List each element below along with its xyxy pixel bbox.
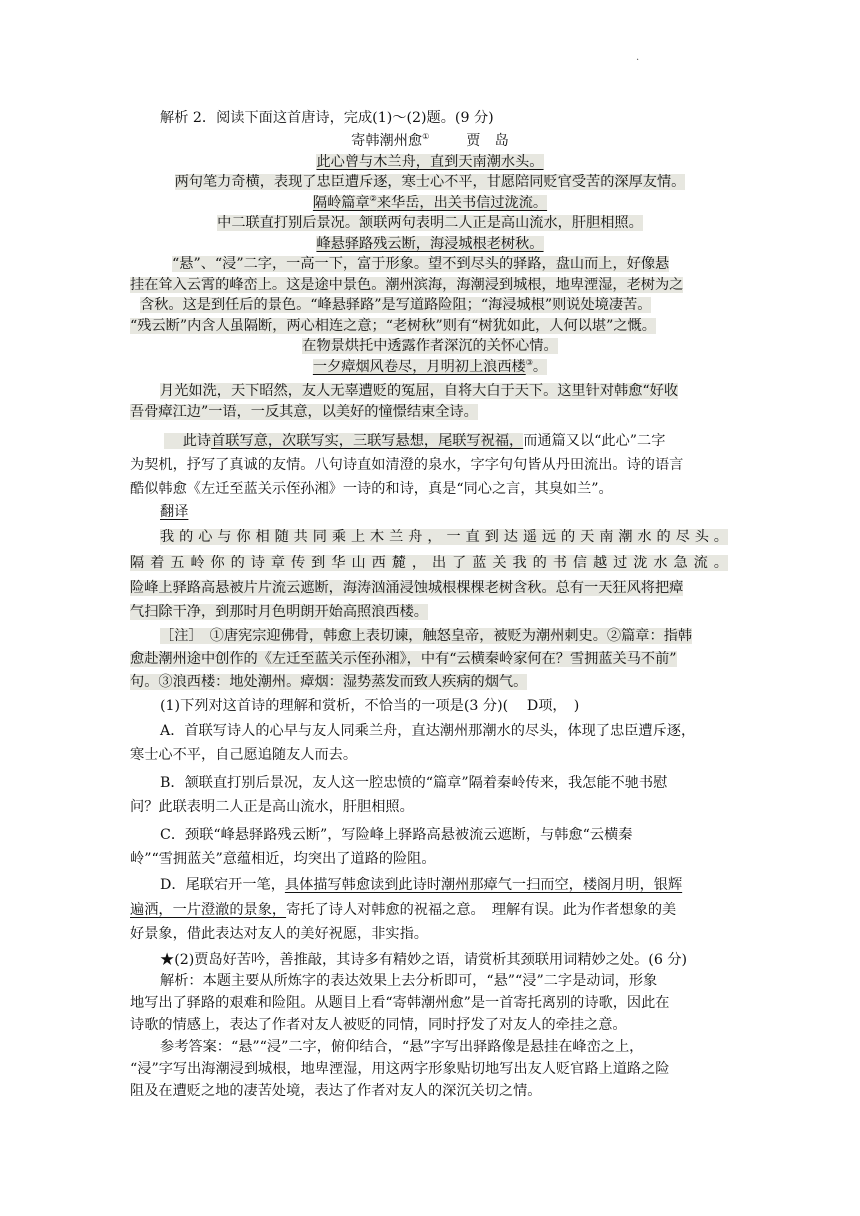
q1-option-d-line — [160, 875, 760, 896]
q1-option-a-line: 寒士心不平，自己愿追随友人而去。 — [130, 747, 358, 763]
poem-note-3-line — [130, 275, 728, 296]
translation-line — [130, 553, 728, 574]
poem-line-4b: 。 — [532, 359, 548, 375]
question-header: 解析 2．阅读下面这首唐诗，完成(1)～(2)题。(9 分) — [160, 110, 494, 126]
translation-line — [130, 578, 730, 599]
poem-note-1-text: 两句笔力奇横，表现了忠臣遭斥逐，寒士心不平，甘愿陪同贬官受苦的深厚友情。 — [174, 174, 686, 190]
poem-line-1-text: 此心曾与木兰舟，直到天南潮水头。 — [316, 154, 544, 170]
poem-note-2-text: 中二联直打别后景况。颔联两句表明二人正是高山流水，肝胆相照。 — [217, 215, 643, 231]
q2-answer-line: 阻及在遭贬之地的凄苦处境，表达了作者对友人的深沉关切之情。 — [130, 1083, 542, 1099]
analysis-p1-text: 吾骨瘴江边”一语，一反其意，以美好的憧憬结束全诗。 — [130, 404, 478, 420]
poem-title-text: 寄韩潮州愈 — [351, 133, 423, 149]
q1-option-d-lead: D．尾联宕开一笔， — [160, 877, 285, 893]
translation-text: 隔着五岭你的诗章传到华山西麓，出了蓝关我的书信越过泷水急流。 — [130, 555, 728, 571]
q2-analysis-line: 诗歌的情感上，表达了作者对友人被贬的同情，同时抒发了对友人的牵挂之意。 — [130, 1017, 627, 1033]
poem-line-1 — [130, 152, 730, 173]
q1-option-a-line: A．首联写诗人的心早与友人同乘兰舟，直达潮州那潮水的尽头，体现了忠臣遭斥逐， — [160, 723, 696, 739]
q2-analysis-line: 解析：本题主要从所炼字的表达效果上去分析即可，“悬”“浸”二字是动词，形象 — [160, 973, 658, 989]
translation-text: 险峰上驿路高悬被片片流云遮断，海涛汹涌浸蚀城根棵棵老树含秋。总有一天狂风将把瘴 — [130, 580, 684, 596]
notes-line — [130, 649, 730, 670]
analysis-p2-line: 为契机，抒写了真诚的友情。八句诗直如清澄的泉水，字字句句皆从丹田流出。诗的语言 — [130, 457, 684, 473]
q1-option-d-line: 好景象，借此表达对友人的美好祝愿，非实指。 — [130, 926, 428, 942]
q1-option-b-line: 问？此联表明二人正是高山流水，肝胆相照。 — [130, 799, 414, 815]
footnote-mark: ③ — [525, 358, 533, 367]
notes-text: ［注］ ①唐宪宗迎佛骨，韩愈上表切谏，触怒皇帝，被贬为潮州刺史。②篇章：指韩 — [160, 628, 693, 644]
translation-line — [130, 602, 730, 623]
poem-note-3-line — [172, 254, 726, 275]
poem-note-3-text: 挂在耸入云霄的峰峦上。这是途中景色。潮州滨海，海潮浸到城根，地卑湮湿，老树为之 — [130, 277, 684, 293]
translation-heading-text: 翻译 — [160, 504, 189, 520]
analysis-p2-lead-text: 此诗 — [182, 433, 212, 449]
poem-note-3-line — [130, 316, 732, 337]
translation-text: 我的心与你相随共同乘上木兰舟，一直到达遥远的天南潮水的尽头。 — [160, 529, 728, 545]
analysis-p2-line: 酷似韩愈《左迁至蓝关示侄孙湘》一诗的和诗，真是“同心之言，其臭如兰”。 — [130, 481, 613, 497]
poem-line-4-text — [313, 359, 547, 375]
notes-line — [160, 626, 760, 647]
analysis-p2-lead — [164, 433, 523, 449]
q2-answer-line: “浸”字写出海潮浸到城根，地卑湮湿，用这两字形象贴切地写出友人贬官路上道路之险 — [130, 1061, 670, 1077]
poem-line-3 — [130, 234, 730, 255]
q1-option-d-underlined: 遍洒，一片澄澈的景象， — [130, 902, 287, 918]
notes-text: 愈赴潮州途中创作的《左迁至蓝关示侄孙湘》，中有“云横秦岭家何在？雪拥蓝关马不前” — [130, 651, 677, 667]
poem-note-3-line — [140, 295, 720, 316]
analysis-p1-line — [160, 381, 760, 402]
poem-note-2 — [130, 213, 730, 234]
q1-stem: (1)下列对这首诗的理解和赏析，不恰当的一项是(3 分)( D项， ) — [160, 698, 580, 714]
poem-line-4a: 一夕瘴烟风卷尽，月明初上浪西楼 — [312, 359, 526, 375]
analysis-p2-underlined: 首联写意，次联写实，三联写悬想，尾联写祝福， — [211, 433, 524, 449]
poem-line-4 — [130, 357, 730, 378]
q2-analysis-line: 地写出了驿路的艰难和险阻。从题目上看“寄韩潮州愈”是一首寄托离别的诗歌，因此在 — [130, 995, 670, 1011]
analysis-p1-text: 月光如洗，天下昭然，友人无辜遭贬的冤屈，自将大白于天下。这里针对韩愈“好收 — [160, 383, 679, 399]
poem-note-3-text: “悬”、“浸”二字，一高一下，富于形象。望不到尽头的驿路，盘山而上，好像悬 — [172, 256, 670, 272]
notes-line — [130, 672, 730, 693]
q1-option-c-line: 岭”“雪拥蓝关”意蕴相近，均突出了道路的险阻。 — [130, 851, 436, 867]
poem-note-3-text: 在物景烘托中透露作者深沉的关怀心情。 — [302, 338, 558, 354]
q2-answer-line: 参考答案：“悬”“浸”二字，俯仰结合，“悬”字写出驿路像是悬挂在峰峦之上， — [160, 1039, 644, 1055]
poem-author: 贾 岛 — [466, 133, 509, 149]
poem-note-3-line — [130, 336, 730, 357]
translation-heading — [160, 502, 760, 523]
footnote-mark: ② — [369, 194, 377, 203]
translation-line — [160, 527, 728, 548]
q1-option-b-line: B．颔联直打别后景况，友人这一腔忠愤的“篇章”隔着秦岭传来，我怎能不驰书慰 — [160, 775, 668, 791]
footnote-mark: ① — [422, 132, 430, 141]
poem-line-3-text: 峰悬驿路残云断，海浸城根老树秋。 — [316, 236, 544, 252]
analysis-p2-first-line — [164, 431, 764, 452]
q1-option-c-line: C．颈联“峰悬驿路残云断”，写险峰上驿路高悬被流云遮断，与韩愈“云横秦 — [160, 827, 633, 843]
poem-title — [130, 131, 730, 152]
analysis-p1-line — [130, 402, 730, 423]
analysis-p2-rest: 而通篇又以“此心”二字 — [523, 433, 666, 449]
poem-line-2a: 隔岭篇章 — [312, 195, 370, 211]
poem-line-2-text — [313, 195, 547, 211]
q2-stem: ★(2)贾岛好苦吟，善推敲，其诗多有精妙之语，请赏析其颈联用词精妙之处。(6 分) — [160, 952, 688, 968]
q1-option-d-underlined: 具体描写韩愈读到此诗时潮州那瘴气一扫而空，楼阁月明，银辉 — [284, 877, 683, 893]
notes-text: 句。③浪西楼：地处潮州。瘴烟：湿势蒸发而致人疾病的烟气。 — [130, 674, 528, 690]
q1-option-d-text: 寄托了诗人对韩愈的祝福之意。 理解有误。此为作者想象的美 — [286, 902, 677, 918]
q1-option-d-line — [130, 900, 730, 921]
poem-line-2 — [130, 193, 730, 214]
poem-note-1 — [130, 172, 730, 193]
poem-note-3-text: 含秋。这是到任后的景色。“峰悬驿路”是写道路险阻；“海浸城根”则说处境凄苦。 — [140, 297, 652, 313]
top-mark: . — [636, 52, 640, 63]
translation-text: 气扫除干净，到那时月色明朗开始高照浪西楼。 — [130, 604, 428, 620]
poem-line-2b: 来华岳，出关书信过泷流。 — [376, 195, 548, 211]
poem-note-3-text: “残云断”内含人虽隔断，两心相连之意；“老树秋”则有“树犹如此，人何以堪”之慨。 — [130, 318, 656, 334]
